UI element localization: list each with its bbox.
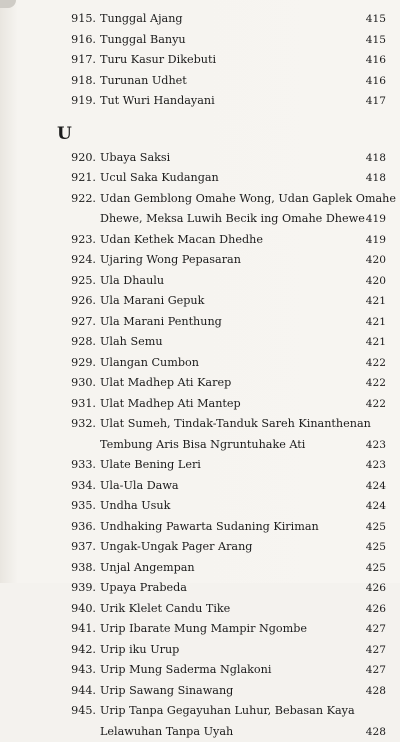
toc-entry	[0, 476, 400, 497]
toc-entry	[0, 455, 400, 476]
entry-number: 924.	[56, 250, 96, 271]
toc-entry	[0, 599, 400, 620]
entry-title: Ulate Bening Leri	[100, 455, 201, 476]
entry-page-number: 420	[354, 271, 386, 292]
entry-page-number: 421	[354, 312, 386, 333]
entry-title: Upaya Prabeda	[100, 578, 187, 599]
entry-number: 917.	[56, 50, 96, 71]
entry-number: 929.	[56, 353, 96, 374]
page-corner-mark	[0, 0, 16, 8]
entry-title: Ula Marani Gepuk	[100, 291, 204, 312]
entry-number: 915.	[56, 9, 96, 30]
toc-entry	[0, 189, 400, 230]
entry-number: 932.	[56, 414, 96, 435]
entry-page-number: 418	[354, 148, 386, 169]
entry-number: 925.	[56, 271, 96, 292]
entry-title-continued: Tembung Aris Bisa Ngruntuhake Ati	[100, 435, 305, 456]
entry-title: Ulat Madhep Ati Karep	[100, 373, 231, 394]
entry-title: Urip Mung Saderma Nglakoni	[100, 660, 271, 681]
entry-page-number: 428	[354, 722, 386, 742]
entry-page-number: 423	[354, 455, 386, 476]
toc-entry	[0, 640, 400, 661]
entry-number: 918.	[56, 71, 96, 92]
entry-page-number: 423	[354, 435, 386, 456]
entry-page-number: 426	[354, 599, 386, 620]
toc-entry	[0, 681, 400, 702]
entry-title: Undha Usuk	[100, 496, 170, 517]
entry-page-number: 421	[354, 332, 386, 353]
entry-page-number: 425	[354, 537, 386, 558]
toc-entry	[0, 148, 400, 169]
entry-number: 938.	[56, 558, 96, 579]
entry-page-number: 415	[354, 30, 386, 51]
entry-title: Ulah Semu	[100, 332, 163, 353]
entry-title: Tunggal Ajang	[100, 9, 183, 30]
toc-entry	[0, 619, 400, 640]
toc-entry	[0, 517, 400, 538]
entry-page-number: 415	[354, 9, 386, 30]
entry-page-number: 416	[354, 71, 386, 92]
entry-page-number: 424	[354, 496, 386, 517]
toc-entry	[0, 230, 400, 251]
entry-title: Urip Tanpa Gegayuhan Luhur, Bebasan Kaya	[100, 701, 355, 722]
entry-page-number: 427	[354, 660, 386, 681]
entry-number: 931.	[56, 394, 96, 415]
toc-entry	[0, 9, 400, 30]
entry-page-number: 422	[354, 394, 386, 415]
entry-page-number: 428	[354, 681, 386, 702]
entry-title: Ucul Saka Kudangan	[100, 168, 219, 189]
entry-page-number: 417	[354, 91, 386, 112]
entry-number: 939.	[56, 578, 96, 599]
entry-title: Unjal Angempan	[100, 558, 195, 579]
entry-title: Ungak-Ungak Pager Arang	[100, 537, 252, 558]
entry-title: Udan Gemblong Omahe Wong, Udan Gaplek Omahe	[100, 189, 396, 210]
toc-entry	[0, 250, 400, 271]
toc-entry	[0, 312, 400, 333]
entry-page-number: 424	[354, 476, 386, 497]
entry-page-number: 426	[354, 578, 386, 599]
entry-title-continued: Lelawuhan Tanpa Uyah	[100, 722, 233, 742]
entry-title: Ula Dhaulu	[100, 271, 164, 292]
entry-number: 937.	[56, 537, 96, 558]
entry-number: 936.	[56, 517, 96, 538]
section-heading-u: U	[57, 123, 72, 145]
entry-title: Urip iku Urup	[100, 640, 179, 661]
entry-number: 944.	[56, 681, 96, 702]
entry-number: 921.	[56, 168, 96, 189]
entry-page-number: 419	[354, 209, 386, 230]
entry-page-number: 418	[354, 168, 386, 189]
toc-entry	[0, 91, 400, 112]
entry-page-number: 425	[354, 517, 386, 538]
entry-title: Udan Kethek Macan Dhedhe	[100, 230, 263, 251]
entry-page-number: 416	[354, 50, 386, 71]
entry-page-number: 427	[354, 619, 386, 640]
entry-title: Ulat Sumeh, Tindak-Tanduk Sareh Kinanthenan	[100, 414, 371, 435]
entry-title: Ula-Ula Dawa	[100, 476, 179, 497]
entry-title: Turu Kasur Dikebuti	[100, 50, 216, 71]
toc-entry	[0, 701, 400, 742]
entry-number: 920.	[56, 148, 96, 169]
toc-entry	[0, 30, 400, 51]
toc-entry	[0, 537, 400, 558]
entry-title: Undhaking Pawarta Sudaning Kiriman	[100, 517, 319, 538]
entry-page-number: 421	[354, 291, 386, 312]
toc-entry	[0, 660, 400, 681]
entry-title: Ujaring Wong Pepasaran	[100, 250, 241, 271]
entry-number: 926.	[56, 291, 96, 312]
entry-title: Tunggal Banyu	[100, 30, 186, 51]
toc-entry	[0, 50, 400, 71]
entry-number: 930.	[56, 373, 96, 394]
entry-page-number: 420	[354, 250, 386, 271]
toc-entry	[0, 496, 400, 517]
entry-title: Ulat Madhep Ati Mantep	[100, 394, 241, 415]
entry-number: 940.	[56, 599, 96, 620]
toc-entry	[0, 291, 400, 312]
entry-page-number: 422	[354, 373, 386, 394]
entry-number: 919.	[56, 91, 96, 112]
entry-number: 942.	[56, 640, 96, 661]
toc-entry	[0, 373, 400, 394]
toc-entry	[0, 168, 400, 189]
entry-page-number: 419	[354, 230, 386, 251]
entry-title: Urik Klelet Candu Tike	[100, 599, 230, 620]
entry-page-number: 425	[354, 558, 386, 579]
entry-number: 945.	[56, 701, 96, 722]
toc-entry	[0, 558, 400, 579]
entry-title: Tut Wuri Handayani	[100, 91, 215, 112]
entry-title: Urip Ibarate Mung Mampir Ngombe	[100, 619, 307, 640]
entry-title: Ubaya Saksi	[100, 148, 170, 169]
toc-entry	[0, 414, 400, 455]
toc-entry	[0, 578, 400, 599]
toc-entry	[0, 271, 400, 292]
entry-page-number: 427	[354, 640, 386, 661]
entry-title: Ula Marani Penthung	[100, 312, 222, 333]
entry-number: 935.	[56, 496, 96, 517]
entry-number: 928.	[56, 332, 96, 353]
entry-title-continued: Dhewe, Meksa Luwih Becik ing Omahe Dhewe	[100, 209, 365, 230]
entry-title: Turunan Udhet	[100, 71, 187, 92]
toc-entry	[0, 394, 400, 415]
entry-number: 923.	[56, 230, 96, 251]
entry-number: 934.	[56, 476, 96, 497]
entry-title: Ulangan Cumbon	[100, 353, 199, 374]
entry-title: Urip Sawang Sinawang	[100, 681, 233, 702]
entry-number: 922.	[56, 189, 96, 210]
entry-number: 916.	[56, 30, 96, 51]
toc-entry	[0, 332, 400, 353]
entry-page-number: 422	[354, 353, 386, 374]
entry-number: 933.	[56, 455, 96, 476]
toc-entry	[0, 353, 400, 374]
entry-number: 927.	[56, 312, 96, 333]
entry-number: 941.	[56, 619, 96, 640]
toc-entry	[0, 71, 400, 92]
entry-number: 943.	[56, 660, 96, 681]
